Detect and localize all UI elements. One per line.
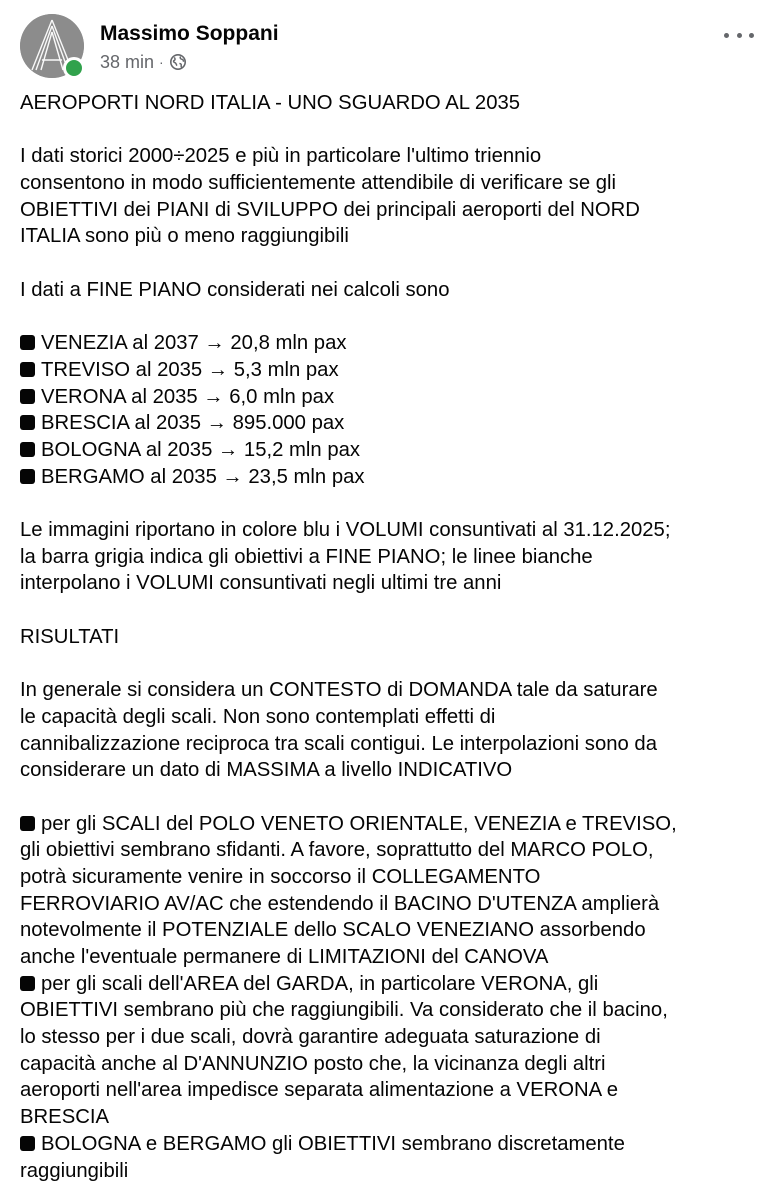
result-bologna-line bbox=[20, 1131, 768, 1158]
author-name[interactable]: Massimo Soppani bbox=[100, 22, 279, 45]
post-meta bbox=[100, 50, 187, 74]
result-veneto-line: anche l'eventuale permanere di LIMITAZIONI del CANOVA bbox=[20, 946, 549, 968]
result-garda-line bbox=[20, 971, 768, 998]
results-heading: RISULTATI bbox=[20, 625, 120, 648]
result-text: per gli scali dell'AREA del GARDA, in particolare VERONA, gli bbox=[41, 972, 599, 995]
target-item-bergamo bbox=[20, 464, 768, 491]
images-note-line: interpolano i VOLUMI consuntivati negli ultimi tre anni bbox=[20, 572, 502, 595]
more-dot-icon bbox=[749, 33, 754, 38]
intro-line: ITALIA sono più o meno raggiungibili bbox=[20, 225, 349, 248]
fine-piano-intro: I dati a FINE PIANO considerati nei calcoli sono bbox=[20, 278, 450, 301]
bullet-square-icon bbox=[20, 976, 35, 991]
post-text bbox=[20, 90, 768, 1184]
post-time[interactable]: 38 min bbox=[100, 51, 155, 72]
context-line: cannibalizzazione reciproca tra scali contigui. Le interpolazioni sono da bbox=[20, 732, 657, 755]
bullet-square-icon bbox=[20, 335, 35, 350]
context-line: In generale si considera un CONTESTO di DOMANDA tale da saturare bbox=[20, 679, 658, 702]
context-line: considerare un dato di MASSIMA a livello INDICATIVO bbox=[20, 759, 513, 782]
result-veneto-line: FERROVIARIO AV/AC che estendendo il BACINO D'UTENZA amplierà bbox=[20, 892, 660, 915]
result-garda-line: capacità anche al D'ANNUNZIO posto che, la vicinanza degli altri bbox=[20, 1052, 606, 1075]
result-garda-line: OBIETTIVI sembrano più che raggiungibili. Va considerato che il bacino, bbox=[20, 999, 668, 1022]
intro-line: I dati storici 2000÷2025 e più in particolare l'ultimo triennio bbox=[20, 145, 542, 168]
more-options-button[interactable] bbox=[724, 26, 754, 44]
result-garda-line: aeroporti nell'area impedisce separata alimentazione a VERONA e bbox=[20, 1079, 618, 1102]
bullet-square-icon bbox=[20, 389, 35, 404]
bullet-square-icon bbox=[20, 442, 35, 457]
more-dot-icon bbox=[737, 33, 742, 38]
target-item-treviso bbox=[20, 357, 768, 384]
result-garda-line: lo stesso per i due scali, dovrà garantire adeguata saturazione di bbox=[20, 1026, 601, 1049]
result-veneto-line: gli obiettivi sembrano sfidanti. A favore, soprattutto del MARCO POLO, bbox=[20, 839, 654, 862]
online-status-dot bbox=[63, 57, 85, 79]
result-veneto-line bbox=[20, 811, 768, 838]
bullet-square-icon bbox=[20, 469, 35, 484]
result-veneto-line: notevolmente il POTENZIALE dello SCALO VENEZIANO assorbendo bbox=[20, 919, 646, 942]
target-text: VENEZIA al 2037 → 20,8 mln pax bbox=[41, 332, 347, 355]
globe-icon[interactable] bbox=[169, 53, 187, 71]
target-text: BOLOGNA al 2035 → 15,2 mln pax bbox=[41, 438, 361, 461]
meta-separator: · bbox=[159, 54, 164, 70]
result-garda-line: BRESCIA bbox=[20, 1106, 110, 1129]
target-item-brescia bbox=[20, 410, 768, 437]
target-text: BRESCIA al 2035 → 895.000 pax bbox=[41, 412, 345, 435]
avatar[interactable] bbox=[20, 14, 84, 78]
bullet-square-icon bbox=[20, 1136, 35, 1151]
post-title: AEROPORTI NORD ITALIA - UNO SGUARDO AL 2035 bbox=[20, 92, 521, 114]
images-note-line: la barra grigia indica gli obiettivi a FINE PIANO; le linee bianche bbox=[20, 545, 593, 568]
result-text: BOLOGNA e BERGAMO gli OBIETTIVI sembrano discretamente bbox=[41, 1132, 625, 1155]
result-text: per gli SCALI del POLO VENETO ORIENTALE, VENEZIA e TREVISO, bbox=[41, 812, 677, 835]
bullet-square-icon bbox=[20, 816, 35, 831]
bullet-square-icon bbox=[20, 415, 35, 430]
target-item-bologna bbox=[20, 437, 768, 464]
target-item-verona bbox=[20, 384, 768, 411]
result-bologna-line: raggiungibili bbox=[20, 1159, 129, 1182]
bullet-square-icon bbox=[20, 362, 35, 377]
target-text: VERONA al 2035 → 6,0 mln pax bbox=[41, 385, 335, 408]
intro-line: consentono in modo sufficientemente attendibile di verificare se gli bbox=[20, 172, 617, 195]
post-header bbox=[20, 14, 760, 78]
more-dot-icon bbox=[724, 33, 729, 38]
result-veneto-line: potrà sicuramente venire in soccorso il COLLEGAMENTO bbox=[20, 865, 541, 888]
target-text: BERGAMO al 2035 → 23,5 mln pax bbox=[41, 465, 365, 488]
context-line: le capacità degli scali. Non sono contemplati effetti di bbox=[20, 705, 496, 728]
target-item-venezia bbox=[20, 330, 768, 357]
target-text: TREVISO al 2035 → 5,3 mln pax bbox=[41, 358, 339, 381]
intro-line: OBIETTIVI dei PIANI di SVILUPPO dei principali aeroporti del NORD bbox=[20, 198, 640, 221]
images-note-line: Le immagini riportano in colore blu i VOLUMI consuntivati al 31.12.2025; bbox=[20, 519, 671, 541]
